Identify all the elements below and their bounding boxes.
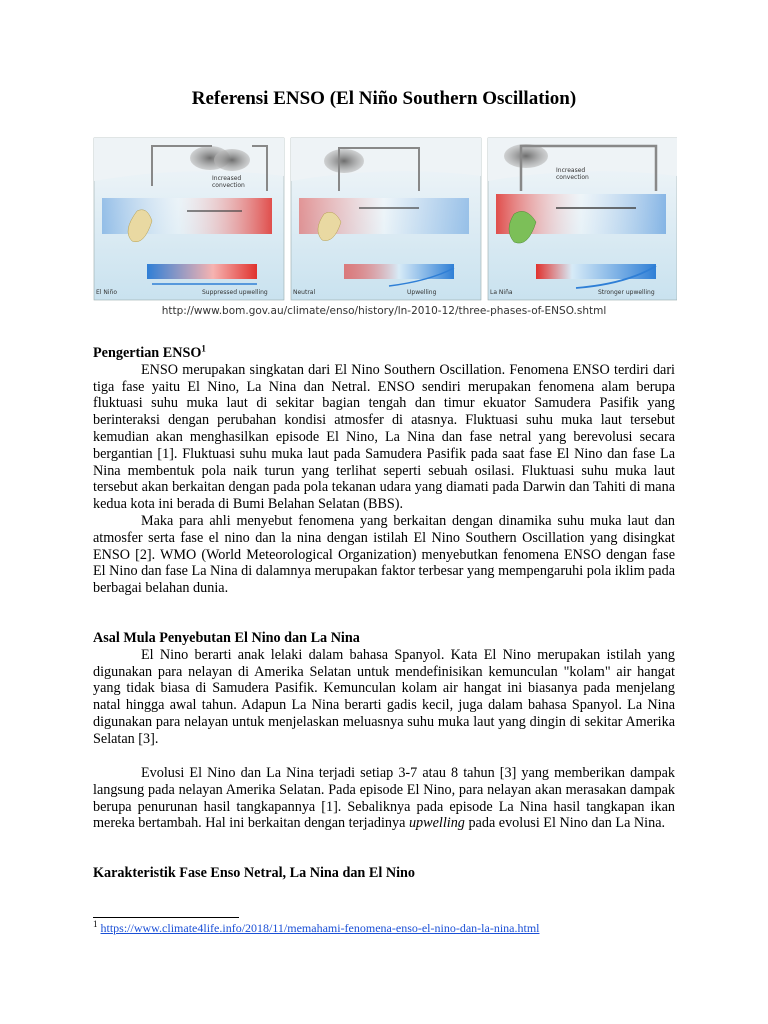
paragraph: Maka para ahli menyebut fenomena yang berkaitan dengan dinamika suhu muka laut dan atmosfer serta fase el nino dan la nina dengan istilah El Nino Southern Oscillation yang disingkat ENSO [2]. WMO (World Meteorological Organization) menyebutkan fenomena ENSO dengan fase El Nino dan fase La Nina di dalamnya merupakan faktor terbesar yang mempengaruhi pola iklim pada berbagai belahan dunia. [93,512,675,597]
panel-la-nina-label: La Niña [490,289,513,296]
footnote [93,921,539,936]
section-heading: Pengertian ENSO$^1$ [93,343,206,361]
footnote-mark: 1 [93,919,98,929]
section-pengertian [93,345,675,597]
section-karakteristik [93,865,675,882]
section-heading: Karakteristik Fase Enso Netral, La Nina dan El Nino [93,865,415,881]
panel-neutral [291,138,481,300]
section-asal-mula [93,630,675,748]
svg-text:Increased: Increased [556,167,586,174]
footnote-ref[interactable]: 1 [201,343,206,354]
panel-la-nina [488,138,677,300]
enso-phases-figure [92,136,677,304]
svg-text:Increased: Increased [212,175,242,182]
paragraph: El Nino berarti anak lelaki dalam bahasa Spanyol. Kata El Nino merupakan istilah yang digunakan para nelayan di Amerika Selatan untuk mendefinisikan kemunculan "kolam" air hangat yang tidak biasa di Samudera Pasifik. Kemunculan kolam air hangat ini biasanya pada menjelang natal hingga awal tahun. Adapun La Nina berarti gadis kecil, juga dalam bahasa Spanyol. La Nina digunakan para nelayan untuk menjelaskan meluasnya suhu muka laut yang dingin di sekitar Amerika Selatan [3]. [93,646,675,747]
paragraph: ENSO merupakan singkatan dari El Nino Southern Oscillation. Fenomena ENSO terdiri dari tiga fase yaitu El Nino, La Nina dan Netral. ENSO sendiri merupakan fenomena alam berupa fluktuasi suhu muka laut di sekitar bagian tengah dan timur ekuator Samudera Pasifik yang berinteraksi dengan perubahan kondisi atmosfer di atasnya. Fluktuasi suhu muka laut tersebut kemudian akan menghasilkan episode El Nino, La Nina dan fase netral yang berevolusi secara bergantian [1]. Fluktuasi suhu muka laut pada Samudera Pasifik pada saat fase El Nino dan fase La Nina membentuk pola naik turun yang terlihat seperti sebuah osilasi. Fluktuasi suhu muka laut tersebut akan berkaitan dengan pada pola tekanan udara yang diamati pada Darwin dan Tahiti di mana kedua kota ini berada di Bumi Belahan Selatan (BBS). [93,361,675,513]
svg-text:convection: convection [556,174,589,181]
panel-la-nina-upwelling: Stronger upwelling [598,289,655,296]
paragraph: Evolusi El Nino dan La Nina terjadi setiap 3-7 atau 8 tahun [3] yang memberikan dampak langsung pada nelayan Amerika Selatan. Pada episode El Nino, para nelayan akan merasakan dampak berupa penurunan hasil tangkapannya [1]. Sebaliknya pada episode La Nina hasil tangkapan ikan mereka bertambah. Hal ini berkaitan dengan terjadinya upwelling pada evolusi El Nino dan La Nina. [93,765,675,832]
figure-caption: http://www.bom.gov.au/climate/enso/history/ln-2010-12/three-phases-of-ENSO.shtml [161,305,607,317]
section-heading: Asal Mula Penyebutan El Nino dan La Nina [93,630,360,646]
panel-neutral-upwelling: Upwelling [407,289,437,296]
panel-el-nino-label: El Niño [96,289,117,296]
panel-el-nino-upwelling: Suppressed upwelling [202,289,268,296]
footnote-link[interactable]: https://www.climate4life.info/2018/11/memahami-fenomena-enso-el-nino-dan-la-nina.html [100,921,540,935]
svg-text:convection: convection [212,182,245,189]
footnote-divider [93,917,239,918]
section-evolusi [93,765,675,832]
document-title: Referensi ENSO (El Niño Southern Oscillation) [191,88,577,109]
panel-neutral-label: Neutral [293,289,316,296]
panel-el-nino [94,138,284,300]
